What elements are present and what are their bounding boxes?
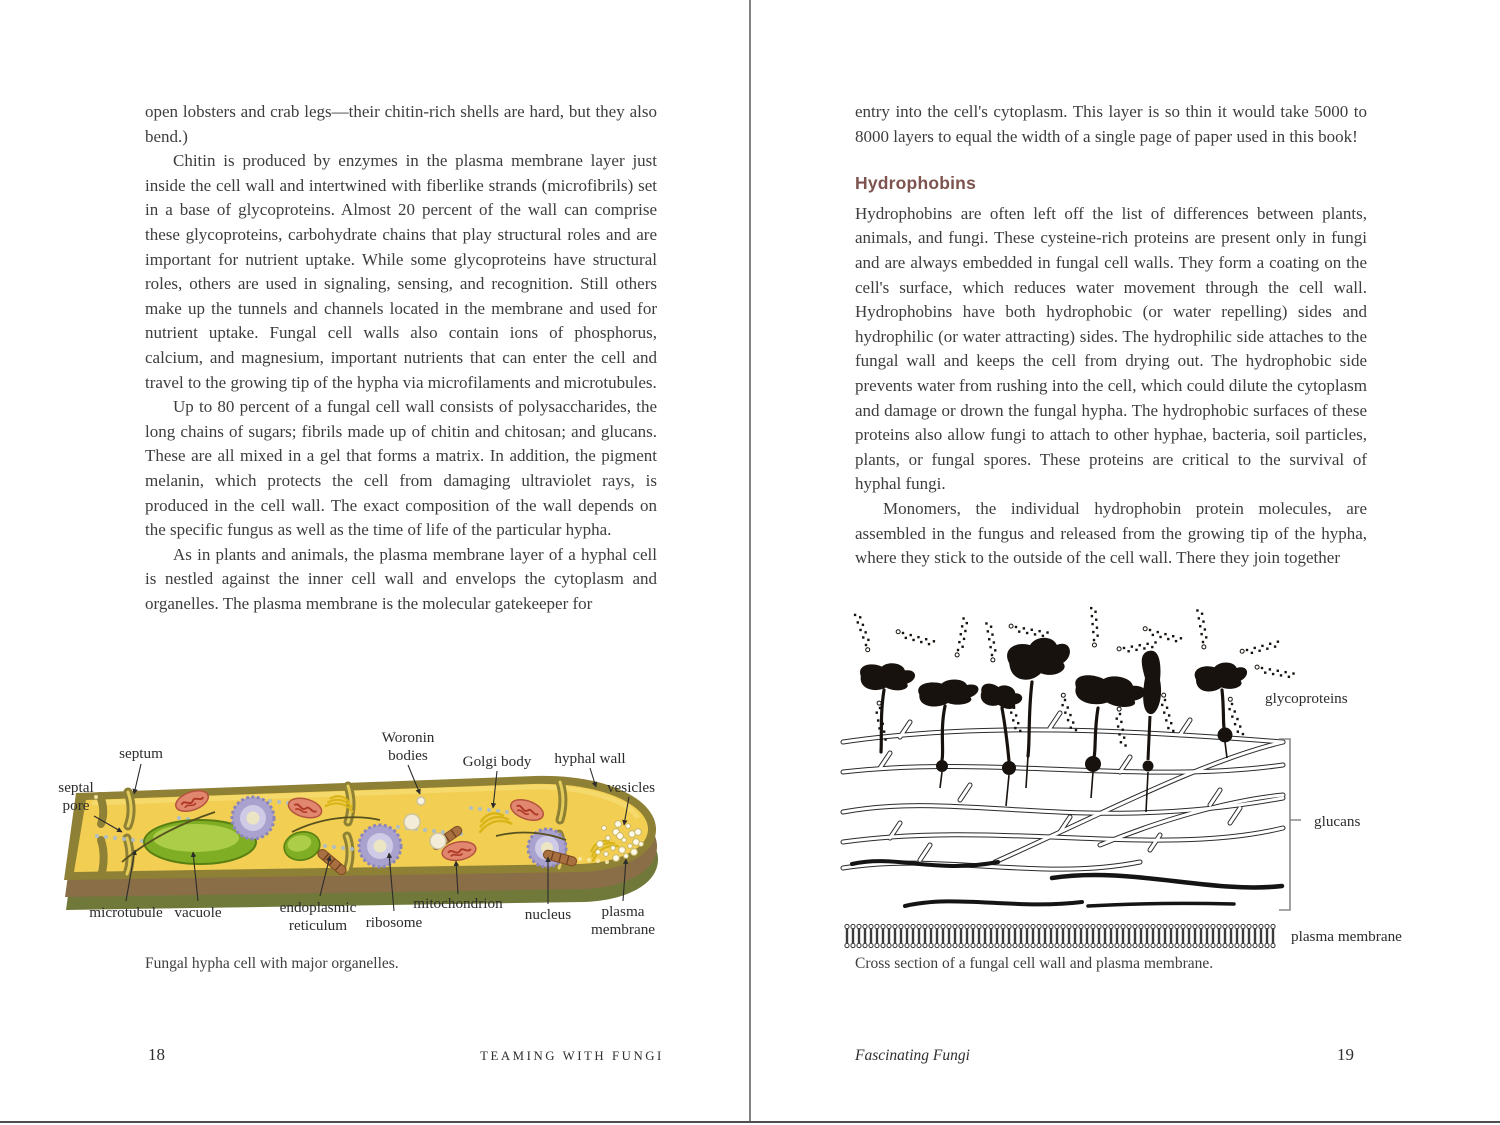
paragraph: Hydrophobins are often left off the list of differences between plants, animals, and fungi. These cysteine-rich proteins are present only in fungi and are always embedded in fungal cell walls. They form a coating on the cell's surface, which reduces water movement through the cell wall. Hydrophobins have both hydrophobic (or water repelling) sides and hydrophilic (or water attracting) sides. The hydrophilic side attaches to the fungal wall and keeps the cell from drying out. The hydrophobic side prevents water from rushing into the cell, which could dilute the cytoplasm and damage or drown the fungal hypha. The hydrophobic surfaces of these proteins also allow fungi to attach to other hyphae, bacteria, soil particles, plants, or fungal spores. These proteins are critical to the survival of hyphal fungi. (855, 203, 1367, 494)
label-plasma-membrane: plasma (601, 903, 645, 920)
paragraph: Chitin is produced by enzymes in the plasma membrane layer just inside the cell wall and intertwined with fiberlike strands (microfibrils) set in a base of glycoproteins. Almost 20 percent of the wall can comprise these glycoproteins, carbohydrate chains that play structural roles and are important for nutrient uptake. While some glycoproteins have structural roles, others are used in signaling, sensing, and recognition. Still others make up the tunnels and channels located in the membrane and used for nutrient uptake. Fungal cell walls also contain ions of phosphorus, calcium, and magnesium, important nutrients that can enter the cell and travel to the growing tip of the hypha via microfilaments and microtubules. (145, 151, 657, 392)
paragraph: open lobsters and crab legs—their chitin-rich shells are hard, but they also bend.) (145, 102, 657, 146)
right-figure-caption: Cross section of a fungal cell wall and plasma membrane. (855, 955, 1214, 972)
label-plasma-membrane: plasma membrane (1291, 928, 1402, 945)
left-text-block (145, 100, 657, 616)
label-septal-pore: pore (62, 797, 90, 814)
label-microtubule: microtubule (89, 904, 163, 921)
label-septum: septum (119, 745, 163, 762)
right-text-block (855, 100, 1367, 571)
label-glycoproteins: glycoproteins (1265, 690, 1348, 707)
nucleus-2 (359, 825, 401, 867)
plasma-membrane-bilayer (845, 924, 1275, 947)
label-nucleus: nucleus (524, 906, 572, 923)
label-endoplasmic-reticulum: endoplasmic (279, 899, 357, 916)
left-page-number: 18 (148, 1045, 165, 1064)
right-page-number: 19 (1337, 1045, 1354, 1064)
section-heading-hydrophobins: Hydrophobins (855, 173, 977, 194)
page-gutter-divider (749, 0, 751, 1123)
label-plasma-membrane: membrane (590, 921, 656, 938)
paragraph: As in plants and animals, the plasma membrane layer of a hyphal cell is nestled against the inner cell wall and envelops the cytoplasm and organelles. The plasma membrane is the molecular gatekeeper for (145, 544, 657, 613)
label-endoplasmic-reticulum: reticulum (288, 917, 348, 934)
label-septal-pore: septal (58, 779, 94, 796)
left-figure-hypha-cell (40, 715, 700, 965)
paragraph: Up to 80 percent of a fungal cell wall consists of polysaccharides, the long chains of sugars; fibrils made up of chitin and chitosan; and glucans. These are all mixed in a gel that forms a matrix. In addition, the pigment melanin, which protects the cell from damaging ultraviolet rays, is produced in the cell wall. The exact composition of the wall depends on the specific fungus as well as the time of life of the particular hypha. (145, 397, 657, 540)
label-woronin-bodies: Woronin (381, 729, 435, 746)
label-ribosome: ribosome (365, 914, 423, 931)
right-figure-cell-wall (840, 595, 1410, 965)
left-running-head: TEAMING WITH FUNGI (480, 1049, 664, 1063)
label-woronin-bodies: bodies (388, 747, 428, 764)
glucan-fibers (843, 713, 1283, 869)
paragraph: Monomers, the individual hydrophobin protein molecules, are assembled in the fungus and released from the growing tip of the hypha, where they stick to the outside of the cell wall. There they join together (855, 498, 1367, 568)
label-hyphal-wall: hyphal wall (554, 750, 626, 767)
left-figure-caption: Fungal hypha cell with major organelles. (145, 955, 399, 972)
label-vacuole: vacuole (174, 904, 222, 921)
label-mitochondrion: mitochondrion (413, 895, 503, 912)
right-running-head: Fascinating Fungi (855, 1047, 970, 1064)
nucleus-1 (232, 797, 274, 839)
label-vesicles: vesicles (606, 779, 656, 796)
paragraph: entry into the cell's cytoplasm. This layer is so thin it would take 5000 to 8000 layers to equal the width of a single page of paper used in this book! (855, 102, 1367, 146)
page-bottom-edge (0, 1121, 1500, 1123)
label-glucans: glucans (1314, 813, 1361, 830)
label-golgi-body: Golgi body (462, 753, 532, 770)
